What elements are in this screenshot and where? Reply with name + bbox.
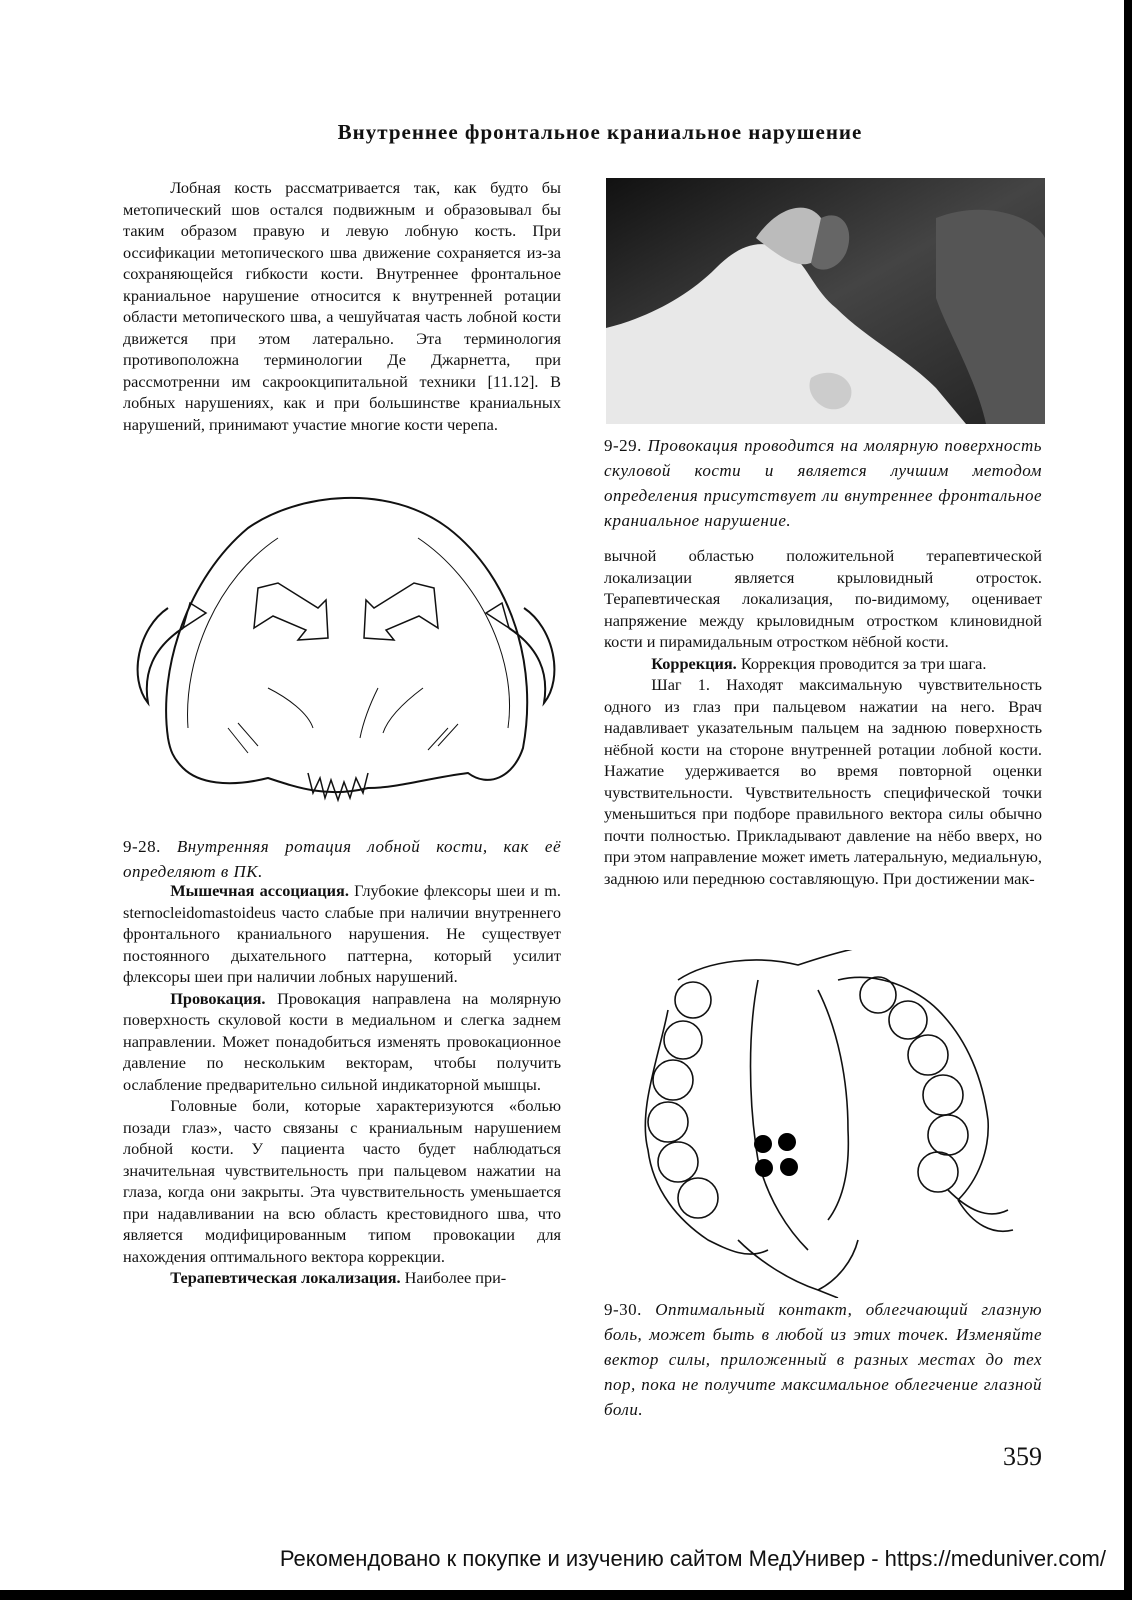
right-column-body (604, 545, 1042, 889)
figure-28-number: 9-28. (123, 837, 161, 856)
scan-border-right (1124, 0, 1132, 1600)
therapy-localization-continued: вычной областью положительной терапевтической локализации является крыловидный отросток. Терапевтическая локализация, по-видимому, оценивает напряжение между крыловидным отростком клиновидной кости и пирамидальным отростком нёбной кости. (604, 546, 1042, 651)
figure-30-caption-text: Оптимальный контакт, облегчающий глазную боль, может быть в любой из этих точек. Изменяйте вектор силы, приложенный в разных местах до тех пор, пока не получите максимальное облегчение глазной боли. (604, 1300, 1043, 1419)
correction-text: Коррекция проводится за три шага. (736, 653, 987, 673)
headache-paragraph: Головные боли, которые характеризуются «болью позади глаз», часто связаны с краниальным нарушением лобной кости. У пациента часто будет наблюдаться значительная чувствительность при пальцевом нажатии на глаза, когда они закрыты. Эта чувствительность уменьшается при надавливании на всю область крестовидного шва, что является модифицированным типом провокации для нахождения оптимального вектора коррекции. (123, 1096, 561, 1266)
scan-border-bottom (0, 1590, 1132, 1600)
left-column-body (123, 880, 561, 1289)
palate-contact-points-illustration (638, 950, 1018, 1298)
provocation-heading: Провокация. (170, 988, 266, 1008)
correction-heading: Коррекция. (651, 653, 737, 673)
figure-30-number: 9-30. (604, 1300, 642, 1319)
correction-paragraph (604, 653, 1042, 675)
muscle-association-paragraph (123, 880, 561, 988)
muscle-association-heading: Мышечная ассоциация. (170, 881, 349, 900)
provocation-paragraph (123, 988, 561, 1096)
page-number: 359 (1003, 1442, 1042, 1471)
figure-30-caption (604, 1297, 1042, 1422)
provocation-text: Провокация направлена на молярную поверхность скуловой кости в медиальном и слегка заднем направлении. Может понадобиться изменять провокационное давление по нескольким векторам, чтобы получить ослабление предварительно сильной индикаторной мышцы. (123, 988, 561, 1094)
figure-28-caption-text: Внутренняя ротация лобной кости, как её определяют в ПК. (123, 837, 561, 881)
skull-frontal-rotation-illustration (128, 488, 564, 828)
page-title: Внутреннее фронтальное краниальное нарушение (337, 120, 863, 144)
figure-28-caption (123, 834, 561, 884)
step-1-paragraph: Шаг 1. Находят максимальную чувствительность одного из глаз при пальцевом нажатии на него. Врач надавливает указательным пальцем на заднюю поверхность нёбной кости на стороне внутренней ротации лобной кости. Нажатие удерживается во время повторной оценки чувствительности. Чувствительность специфической точки уменьшиться при подборе правильного вектора силы обычно почти полностью. Прикладывают давление на нёбо вверх, но при этом направление может иметь латеральную, медиальную, заднюю или переднюю составляющую. При достижении мак- (604, 675, 1042, 888)
patient-provocation-photo (606, 178, 1045, 424)
contact-points-group (754, 1133, 798, 1177)
intro-paragraph: Лобная кость рассматривается так, как будто бы метопический шов остался подвижным и образовывал бы таким образом правую и левую лобную кость. При оссификации метопического шва движение сохраняется из-за сохраняющейся гибкости кости. Внутреннее фронтальное краниальное нарушение относится к внутренней ротации области метопического шва, а чешуйчатая часть лобной кости движется при этом латерально. Эта терминология противоположна терминологии Де Джарнетта, при рассмотренни им сакроокципитальной техники [11.12]. В лобных нарушениях, как и при большинстве краниальных нарушений, принимают участие многие кости черепа. (123, 178, 561, 434)
therapy-localization-paragraph (123, 1267, 561, 1289)
muscle-association-text: Глубокие флексоры шеи и m. sternocleidomastoideus часто слабые при наличии внутреннего фронтального краниального нарушения. Не существует постоянного дыхательного паттерна, который усилит флексоры шеи при наличии лобных нарушений. (123, 881, 561, 986)
figure-29-caption (604, 433, 1042, 533)
therapy-localization-heading: Терапевтическая локализация. (170, 1268, 401, 1287)
left-column-intro (123, 177, 561, 435)
figure-29-number: 9-29. (604, 436, 642, 455)
footer-recommendation: Рекомендовано к покупке и изучению сайтом МедУнивер - https://meduniver.com/ (279, 1546, 1106, 1571)
therapy-localization-text: Наиболее при- (400, 1268, 507, 1287)
figure-29-caption-text: Провокация проводится на молярную поверхность скуловой кости и является лучшим методом определения присутствует ли внутреннее фронтальное краниальное нарушение. (604, 436, 1042, 530)
